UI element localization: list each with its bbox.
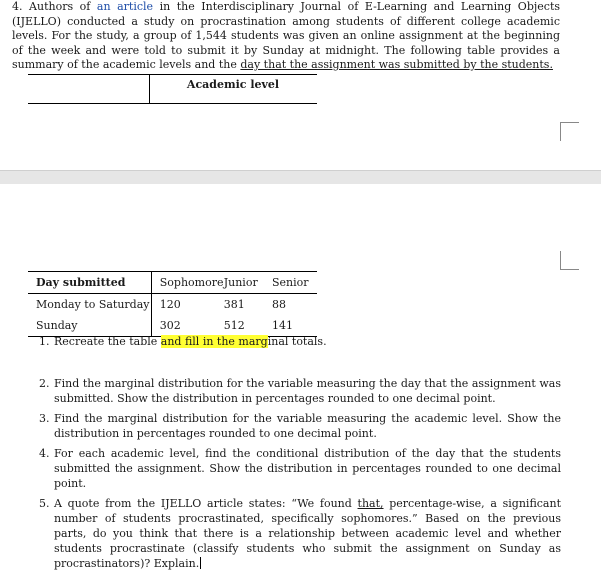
submission-table (28, 271, 317, 337)
intro-number: 4. (12, 0, 23, 13)
question-text-end: inal totals. (267, 335, 327, 348)
intro-text-body: in the Interdisciplinary Journal of E-Learning and Learning Objects (IJELLO) conducted a study on procrastination among students of different college academic levels. For the study, a group of 1,544 students was given an online assignment at the beginning of the week and were told to submit it by Sunday at midnight. The following table provides a summary of the academic levels and the (12, 0, 561, 71)
header-junior: Junior (224, 272, 272, 294)
page-corner-marker-bottom (560, 251, 579, 270)
academic-level-label: Academic level (186, 78, 280, 91)
intro-text-start: Authors of (29, 0, 91, 13)
cell-value: 88 (272, 298, 286, 311)
header-sophomore: Sophomore (151, 272, 223, 294)
table-header-row (28, 272, 317, 294)
question-item (39, 334, 559, 349)
cell-value: 512 (224, 315, 272, 337)
underlined-word: that, (357, 497, 384, 510)
academic-level-header-table (28, 74, 317, 104)
table-row (28, 294, 317, 316)
question-number: 1. (39, 335, 50, 348)
question-text-end: percentage-wise, a significant number of students procrastinated, specifically sophomores.” Based on the previous parts, do you think that there is a relationship between academic level and whether students procrastinate (classify students who submit the assignment on Sunday as procrastinators)? Explain. (54, 497, 561, 570)
page-break-gap (0, 170, 601, 185)
cell-value: 381 (223, 298, 245, 311)
cell-value: 120 (151, 294, 223, 316)
intro-paragraph (12, 0, 560, 73)
header-day-submitted: Day submitted (28, 272, 151, 294)
question-list (39, 376, 561, 571)
question-text: Recreate the table (54, 335, 161, 348)
question-item (39, 446, 561, 491)
highlighted-text: and fill in the marg (160, 335, 268, 348)
article-link[interactable]: article (117, 0, 154, 13)
question-number: 3. (39, 412, 50, 425)
question-item (39, 411, 561, 441)
page-corner-marker-top (560, 122, 579, 141)
question-number: 5. (39, 497, 50, 510)
question-text: A quote from the IJELLO article states: “We found (54, 497, 358, 510)
intro-text-end: day that the assignment was submitted by the students. (240, 58, 553, 71)
question-list-first (39, 334, 559, 349)
header-senior: Senior (272, 272, 317, 294)
cell-value: 141 (272, 315, 317, 337)
text-cursor (200, 557, 201, 569)
question-number: 2. (39, 377, 50, 390)
question-item (39, 496, 561, 571)
row-label: Sunday (28, 315, 151, 337)
question-text: Find the marginal distribution for the variable measuring the day that the assignment was submitted. Show the distribution in percentages rounded to one decimal point. (54, 377, 561, 405)
cell-value: 302 (151, 315, 223, 337)
article-link-an[interactable]: an (96, 0, 111, 13)
row-label: Monday to Saturday (36, 298, 150, 311)
question-item (39, 376, 561, 406)
question-text: Find the marginal distribution for the variable measuring the academic level. Show the distribution in percentages rounded to one decimal point. (54, 412, 561, 440)
question-number: 4. (39, 447, 50, 460)
document-page-top (0, 0, 601, 170)
question-text: For each academic level, find the conditional distribution of the day that the students submitted the assignment. Show the distribution in percentages rounded to one decimal point. (54, 447, 561, 490)
